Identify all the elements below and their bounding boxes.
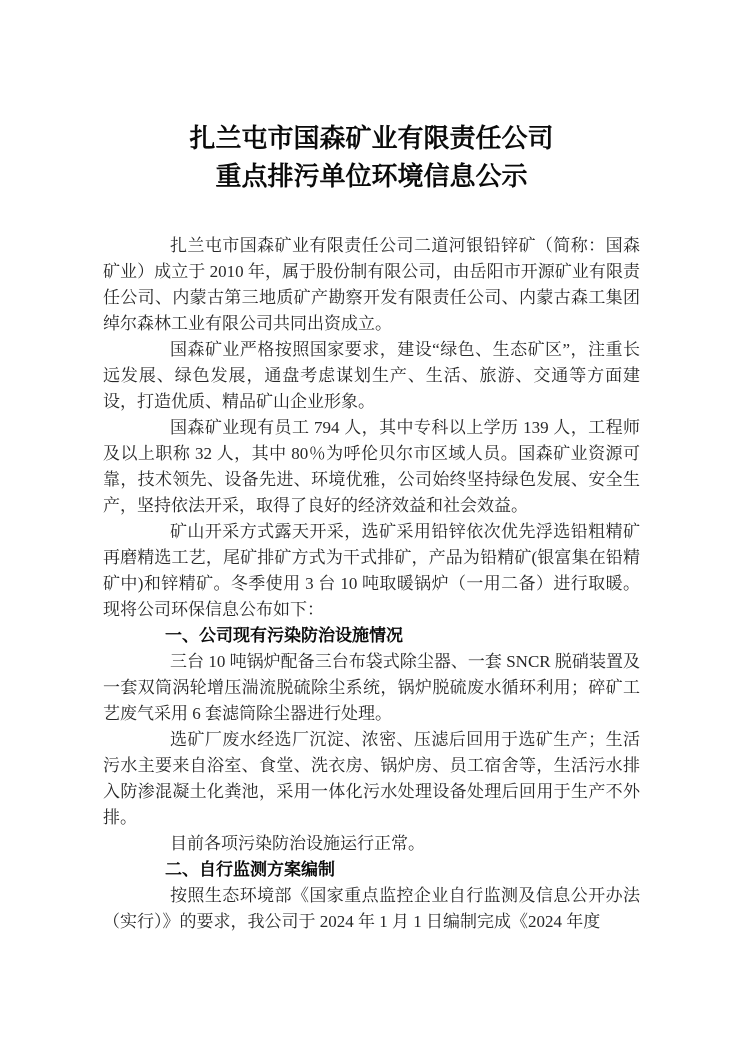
paragraph-facilities-status: 目前各项污染防治设施运行正常。 <box>170 834 425 853</box>
paragraph-company-intro: 扎兰屯市国森矿业有限责任公司二道河银铅锌矿（简称：国森矿业）成立于 2010 年，属于股份制有限公司，由岳阳市开源矿业有限责任公司、内蒙古第三地质矿产勘察开发有限责任公司、内蒙古森工集团绰尔森林工业有限公司共同出资成立。 <box>103 236 640 333</box>
section-heading-pollution-facilities: 一、公司现有污染防治设施情况 <box>165 626 403 645</box>
paragraph-monitoring-plan: 按照生态环境部《国家重点监控企业自行监测及信息公开办法（实行）》的要求，我公司于 2024 年 1 月 1 日编制完成《2024 年度 <box>103 886 640 931</box>
section-heading-self-monitoring: 二、自行监测方案编制 <box>165 860 335 879</box>
document-body <box>103 233 640 935</box>
paragraph-mining-method: 矿山开采方式露天开采，选矿采用铅锌依次优先浮选铅粗精矿再磨精选工艺，尾矿排矿方式为干式排矿，产品为铅精矿(银富集在铅精矿中)和锌精矿。冬季使用 3 台 10 吨取暖锅炉（一用二备）进行取暖。现将公司环保信息公布如下： <box>103 522 640 619</box>
paragraph-green-mine: 国森矿业严格按照国家要求，建设“绿色、生态矿区”，注重长远发展、绿色发展，通盘考虑谋划生产、生活、旅游、交通等方面建设，打造优质、精品矿山企业形象。 <box>103 340 640 411</box>
paragraph-boiler-dedusting: 三台 10 吨锅炉配备三台布袋式除尘器、一套 SNCR 脱硝装置及一套双筒涡轮增压湍流脱硫除尘系统，锅炉脱硫废水循环利用；碎矿工艺废气采用 6 套滤筒除尘器进行处理。 <box>103 652 640 723</box>
paragraph-staff: 国森矿业现有员工 794 人，其中专科以上学历 139 人，工程师及以上职称 32 人，其中 80％为呼伦贝尔市区域人员。国森矿业资源可靠，技术领先、设备先进、环境优雅，公司始终坚持绿色发展、安全生产，坚持依法开采，取得了良好的经济效益和社会效益。 <box>103 418 640 515</box>
paragraph-wastewater: 选矿厂废水经选厂沉淀、浓密、压滤后回用于选矿生产；生活污水主要来自浴室、食堂、洗衣房、锅炉房、员工宿舍等，生活污水排入防渗混凝土化粪池，采用一体化污水处理设备处理后回用于生产不外排。 <box>103 730 640 827</box>
title-line-1: 扎兰屯市国森矿业有限责任公司 <box>189 123 554 153</box>
title-line-2: 重点排污单位环境信息公示 <box>215 161 528 191</box>
document-title <box>103 119 640 195</box>
